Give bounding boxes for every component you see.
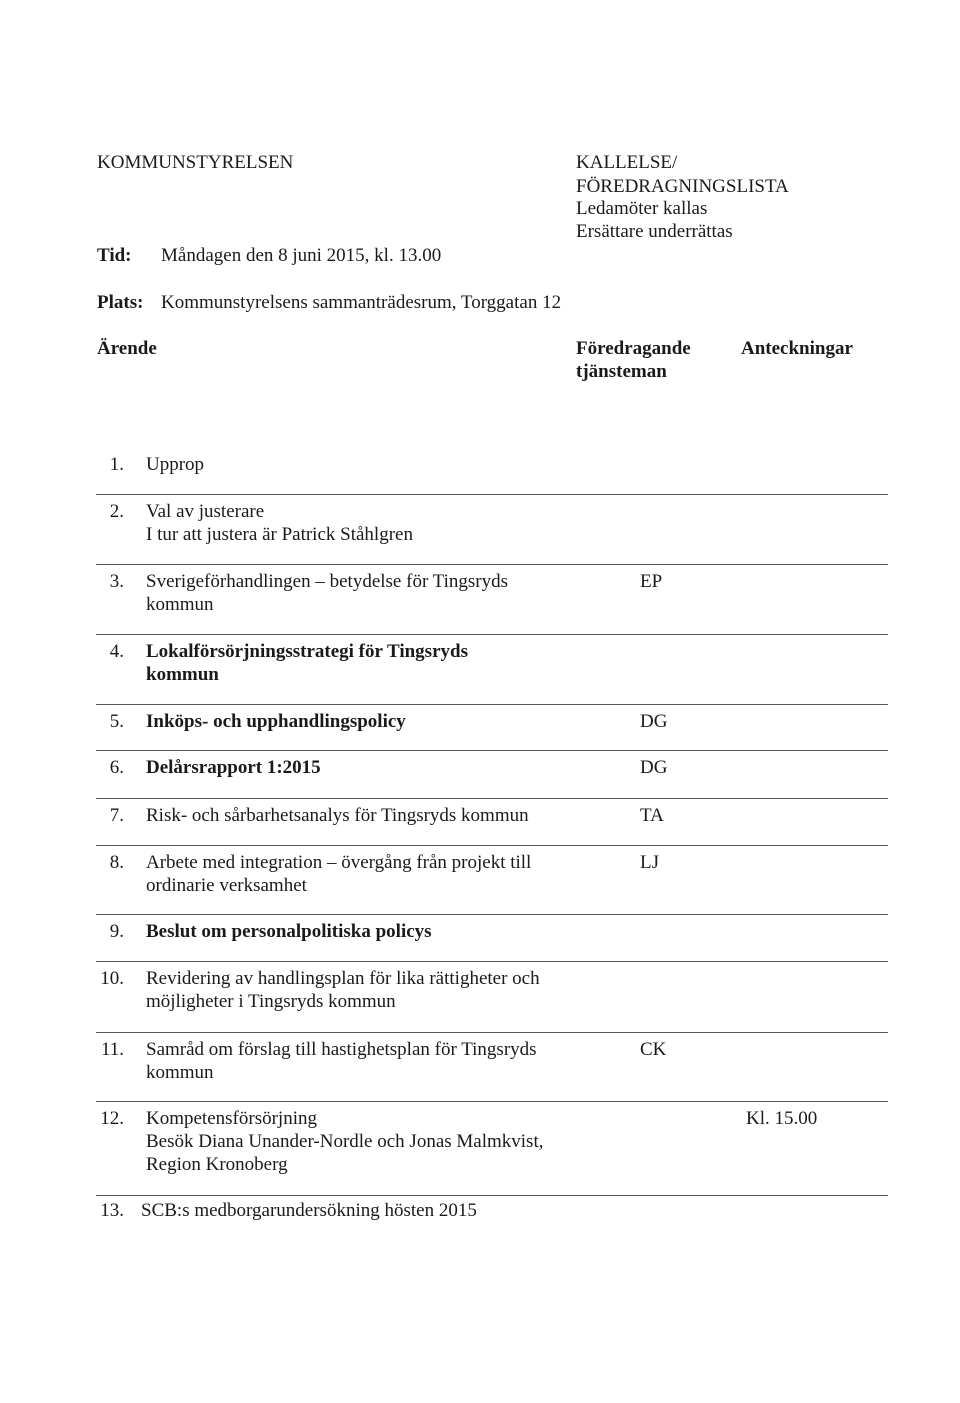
separator-rule	[96, 914, 888, 915]
item-title-line2: kommun	[146, 1062, 214, 1083]
item-note: Kl. 15.00	[746, 1108, 818, 1129]
item-title-line1: Val av justerare	[146, 501, 265, 522]
separator-rule	[96, 750, 888, 751]
item-title-line1: Risk- och sårbarhetsanalys för Tingsryds kommun	[146, 805, 529, 826]
separator-rule	[96, 961, 888, 962]
item-title	[146, 640, 468, 686]
item-number: 6.	[109, 757, 124, 778]
separator-rule	[96, 564, 888, 565]
place-label: Plats:	[97, 292, 144, 313]
time-label: Tid:	[97, 245, 132, 266]
item-title-line3: Region Kronoberg	[146, 1154, 288, 1175]
item-title-line2: möjligheter i Tingsryds kommun	[146, 991, 396, 1012]
item-title-line1: Upprop	[146, 454, 205, 475]
item-number: 8.	[109, 852, 124, 873]
item-title	[141, 1199, 477, 1222]
item-title	[146, 967, 540, 1013]
item-title	[146, 710, 406, 733]
item-presenter: DG	[640, 757, 668, 778]
item-title	[146, 1038, 537, 1084]
item-number: 3.	[109, 571, 124, 592]
item-title-line1: Samråd om förslag till hastighetsplan för Tingsryds	[146, 1039, 537, 1060]
item-title-line1: Kompetensförsörjning	[146, 1108, 317, 1129]
separator-rule	[96, 798, 888, 799]
item-title	[146, 1107, 543, 1176]
time-value: Måndagen den 8 juni 2015, kl. 13.00	[161, 245, 442, 266]
item-title	[146, 851, 531, 897]
document-type-line1: KALLELSE/	[576, 152, 678, 173]
item-presenter: EP	[640, 571, 663, 592]
item-title-line1: Delårsrapport 1:2015	[146, 757, 321, 778]
item-title	[146, 500, 413, 546]
item-title-line1: Beslut om personalpolitiska policys	[146, 921, 432, 942]
item-title	[146, 804, 529, 827]
item-presenter: LJ	[640, 852, 659, 873]
item-title	[146, 453, 204, 476]
item-title-line1: Inköps- och upphandlingspolicy	[146, 711, 406, 732]
item-number: 11.	[100, 1039, 124, 1060]
item-number: 9.	[109, 921, 124, 942]
separator-rule	[96, 634, 888, 635]
item-number: 1.	[109, 454, 124, 475]
item-presenter: DG	[640, 711, 668, 732]
item-title-line1: Arbete med integration – övergång från projekt till	[146, 852, 532, 873]
separator-rule	[96, 1032, 888, 1033]
item-title-line1: Lokalförsörjningsstrategi för Tingsryds	[146, 641, 468, 662]
item-title	[146, 756, 321, 779]
column-header-presenter-line1: Föredragande	[576, 338, 691, 359]
item-title-line2: I tur att justera är Patrick Ståhlgren	[146, 524, 413, 545]
item-title-line2: Besök Diana Unander-Nordle och Jonas Malmkvist,	[146, 1131, 544, 1152]
members-note: Ledamöter kallas	[576, 198, 708, 219]
item-title-line2: ordinarie verksamhet	[146, 875, 307, 896]
item-title-line1: Revidering av handlingsplan för lika rättigheter och	[146, 968, 540, 989]
item-presenter: CK	[640, 1039, 667, 1060]
separator-rule	[96, 1195, 888, 1196]
column-header-presenter-line2: tjänsteman	[576, 361, 667, 382]
column-header-notes: Anteckningar	[741, 338, 853, 359]
item-title-line2: kommun	[146, 664, 219, 685]
item-number: 4.	[109, 641, 124, 662]
place-value: Kommunstyrelsens sammanträdesrum, Torggatan 12	[161, 292, 562, 313]
item-title	[146, 570, 508, 616]
column-header-item: Ärende	[97, 338, 157, 359]
document-type-line2: FÖREDRAGNINGSLISTA	[576, 176, 789, 197]
item-title-line2: kommun	[146, 594, 214, 615]
separator-rule	[96, 704, 888, 705]
separator-rule	[96, 494, 888, 495]
item-presenter: TA	[640, 805, 664, 826]
item-number: 10.	[100, 968, 124, 989]
separator-rule	[96, 845, 888, 846]
item-number: 12.	[100, 1108, 124, 1129]
item-number: 13.	[100, 1200, 124, 1221]
item-number: 2.	[109, 501, 124, 522]
item-number: 5.	[109, 711, 124, 732]
item-title-line1: SCB:s medborgarundersökning hösten 2015	[141, 1200, 477, 1221]
item-title	[146, 920, 432, 943]
item-title-line1: Sverigeförhandlingen – betydelse för Tingsryds	[146, 571, 509, 592]
separator-rule	[96, 1101, 888, 1102]
organization-name: KOMMUNSTYRELSEN	[97, 152, 294, 173]
substitutes-note: Ersättare underrättas	[576, 221, 733, 242]
item-number: 7.	[109, 805, 124, 826]
